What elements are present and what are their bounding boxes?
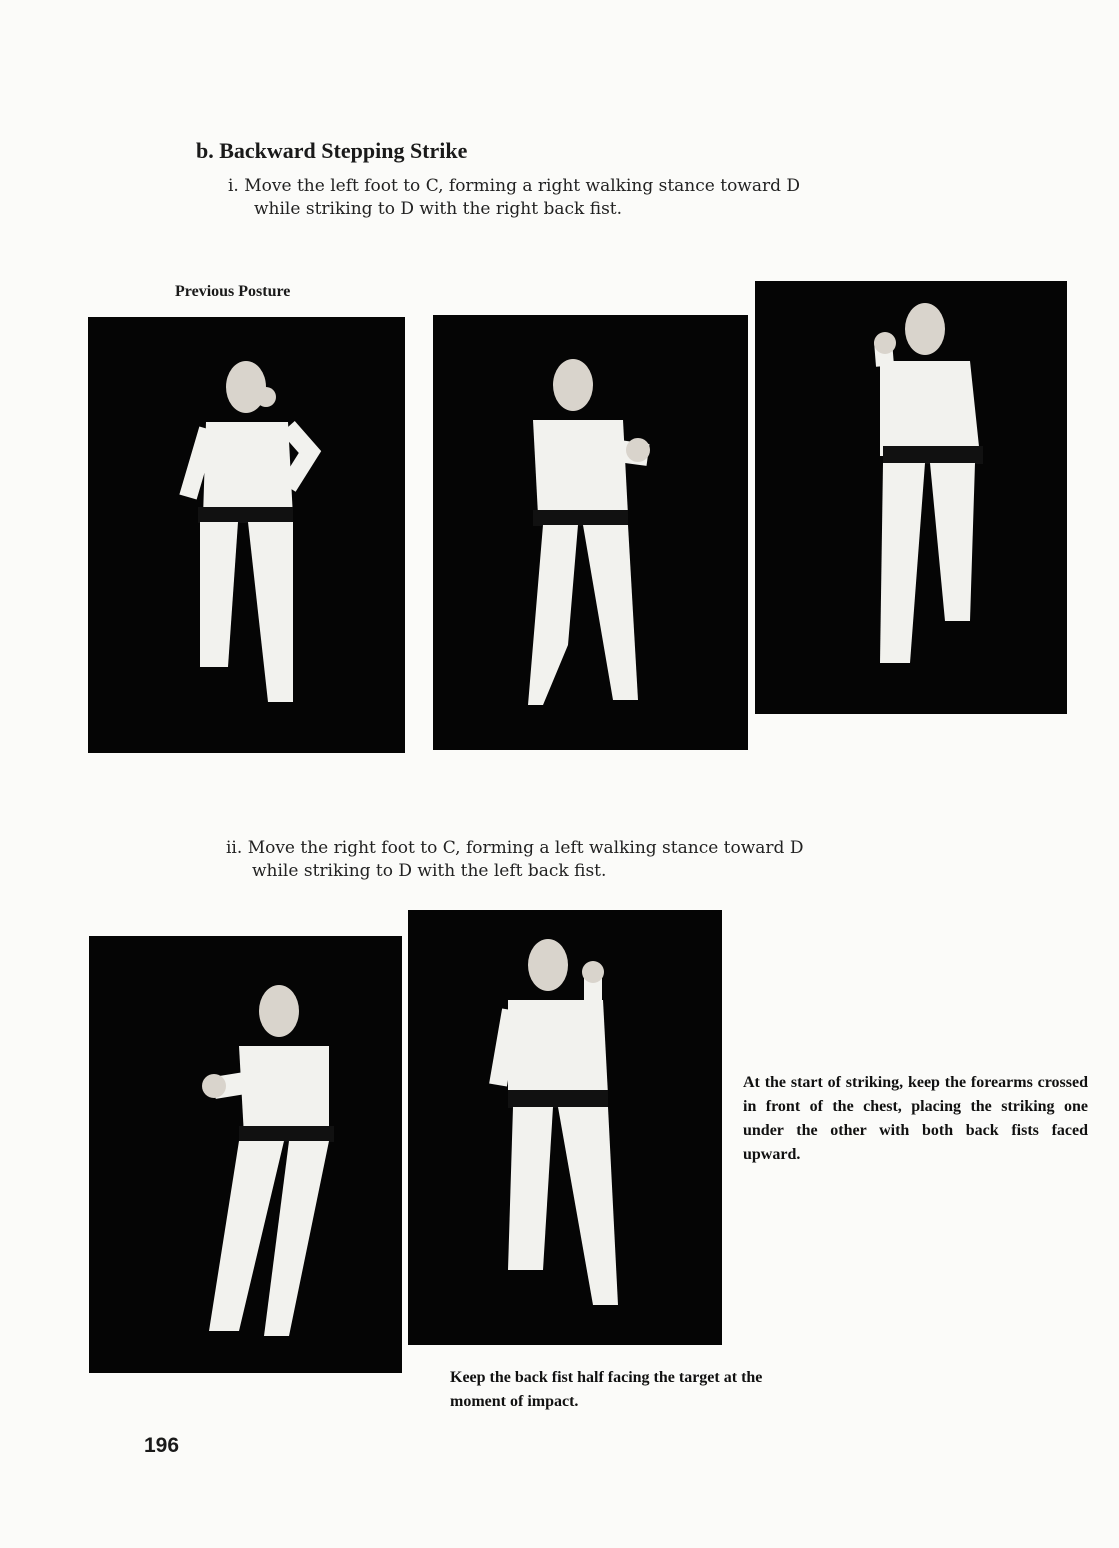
previous-posture-label: Previous Posture xyxy=(175,283,291,300)
step-i-number: i. xyxy=(228,176,239,196)
photo-forearms-crossed-1 xyxy=(433,315,748,750)
page-number: 196 xyxy=(144,1434,180,1457)
figure-illustration xyxy=(408,910,722,1345)
step-ii-line1: Move the right foot to C, forming a left walking stance toward D xyxy=(247,838,804,858)
step-i-text xyxy=(228,175,800,221)
figure-illustration xyxy=(755,281,1067,714)
section-heading: b. Backward Stepping Strike xyxy=(196,138,468,163)
photo-previous-posture xyxy=(88,317,405,753)
step-ii-number: ii. xyxy=(226,838,243,858)
photo-right-back-fist xyxy=(755,281,1067,714)
photo-forearms-crossed-2 xyxy=(89,936,402,1373)
step-ii-text xyxy=(226,837,803,883)
note-forearms-crossed: At the start of striking, keep the forearms crossed in front of the chest, placing the striking one under the other with both back fists faced upward. xyxy=(743,1074,1088,1163)
figure-illustration xyxy=(433,315,748,750)
step-ii-line2: while striking to D with the left back fist. xyxy=(252,861,607,881)
figure-illustration xyxy=(88,317,405,753)
figure-illustration xyxy=(89,936,402,1373)
photo-left-back-fist xyxy=(408,910,722,1345)
step-i-line1: Move the left foot to C, forming a right walking stance toward D xyxy=(244,176,801,196)
step-i-line2: while striking to D with the right back fist. xyxy=(254,199,623,219)
note-back-fist-half-facing: Keep the back fist half facing the target at the moment of impact. xyxy=(450,1369,763,1410)
